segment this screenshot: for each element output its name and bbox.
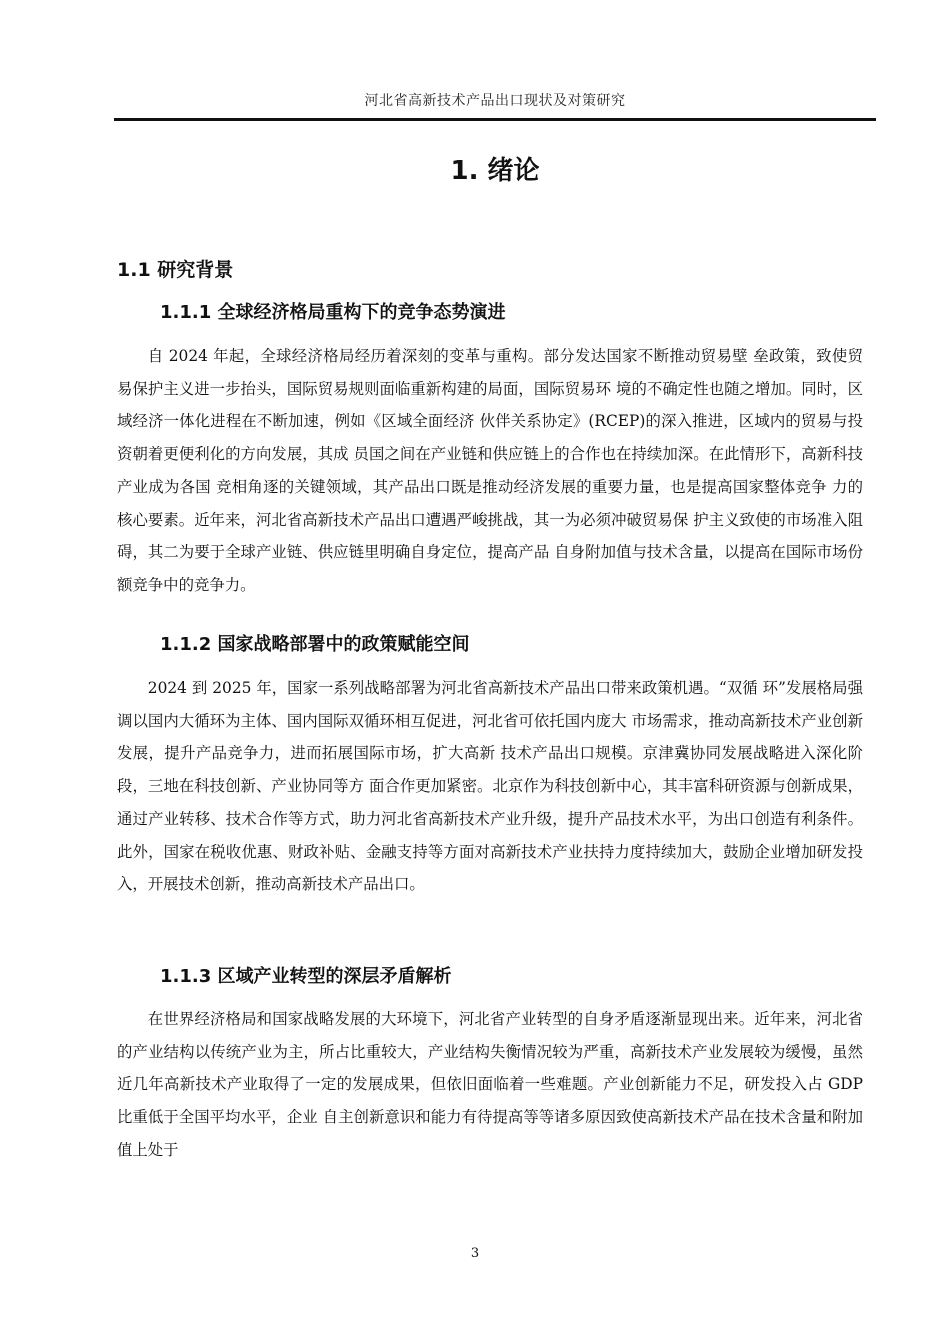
chapter-title: 1. 绪论 [450,156,540,186]
paragraph-1-1-1: 自 2024 年起，全球经济格局经历着深刻的变革与重构。部分发达国家不断推动贸易壁 垒政策，致使贸易保护主义进一步抬头，国际贸易规则面临重新构建的局面，国际贸易环 境的不确定性也随之增加。同时，区域经济一体化进程在不断加速，例如《区域全面经济 伙伴关系协定》(RCEP)的深入推进，区域内的贸易与投资朝着更便利化的方向发展，其成 员国之间在产业链和供应链上的合作也在持续加深。在此情形下，高新科技产业成为各国 竞相角逐的关键领域，其产品出口既是推动经济发展的重要力量，也是提高国家整体竞争 力的核心要素。近年来，河北省高新技术产品出口遭遇严峻挑战，其一为必须冲破贸易保 护主义致使的市场准入阻碍，其二为要于全球产业链、供应链里明确自身定位，提高产品 自身附加值与技术含量，以提高在国际市场份额竞争中的竞争力。 [117,347,863,594]
section-heading-1-1-1: 1.1.1 全球经济格局重构下的竞争态势演进 [160,302,506,323]
section-heading-1-1: 1.1 研究背景 [117,259,234,281]
section-heading-1-1-2: 1.1.2 国家战略部署中的政策赋能空间 [160,634,470,655]
running-header: 河北省高新技术产品出口现状及对策研究 [364,93,626,109]
page-number: 3 [470,1246,480,1261]
paragraph-1-1-3: 在世界经济格局和国家战略发展的大环境下，河北省产业转型的自身矛盾逐渐显现出来。近年来，河北省的产业结构以传统产业为主，所占比重较大，产业结构失衡情况较为严重，高新技术产业发展较为缓慢，虽然近几年高新技术产业取得了一定的发展成果，但依旧面临着一些难题。产业创新能力不足，研发投入占 GDP 比重低于全国平均水平，企业 自主创新意识和能力有待提高等等诸多原因致使高新技术产品在技术含量和附加值上处于 [117,1010,863,1159]
header-rule [114,118,876,121]
section-heading-1-1-3: 1.1.3 区域产业转型的深层矛盾解析 [160,966,452,987]
paragraph-1-1-2: 2024 到 2025 年，国家一系列战略部署为河北省高新技术产品出口带来政策机遇。“双循 环”发展格局强调以国内大循环为主体、国内国际双循环相互促进，河北省可依托国内庞大 市场需求，推动高新技术产业创新发展，提升产品竞争力，进而拓展国际市场，扩大高新 技术产品出口规模。京津冀协同发展战略进入深化阶段，三地在科技创新、产业协同等方 面合作更加紧密。北京作为科技创新中心，其丰富科研资源与创新成果，通过产业转移、技术合作等方式，助力河北省高新技术产业升级，提升产品技术水平，为出口创造有利条件。此外，国家在税收优惠、财政补贴、金融支持等方面对高新技术产业扶持力度持续加大，鼓励企业增加研发投入，开展技术创新，推动高新技术产品出口。 [117,679,863,894]
